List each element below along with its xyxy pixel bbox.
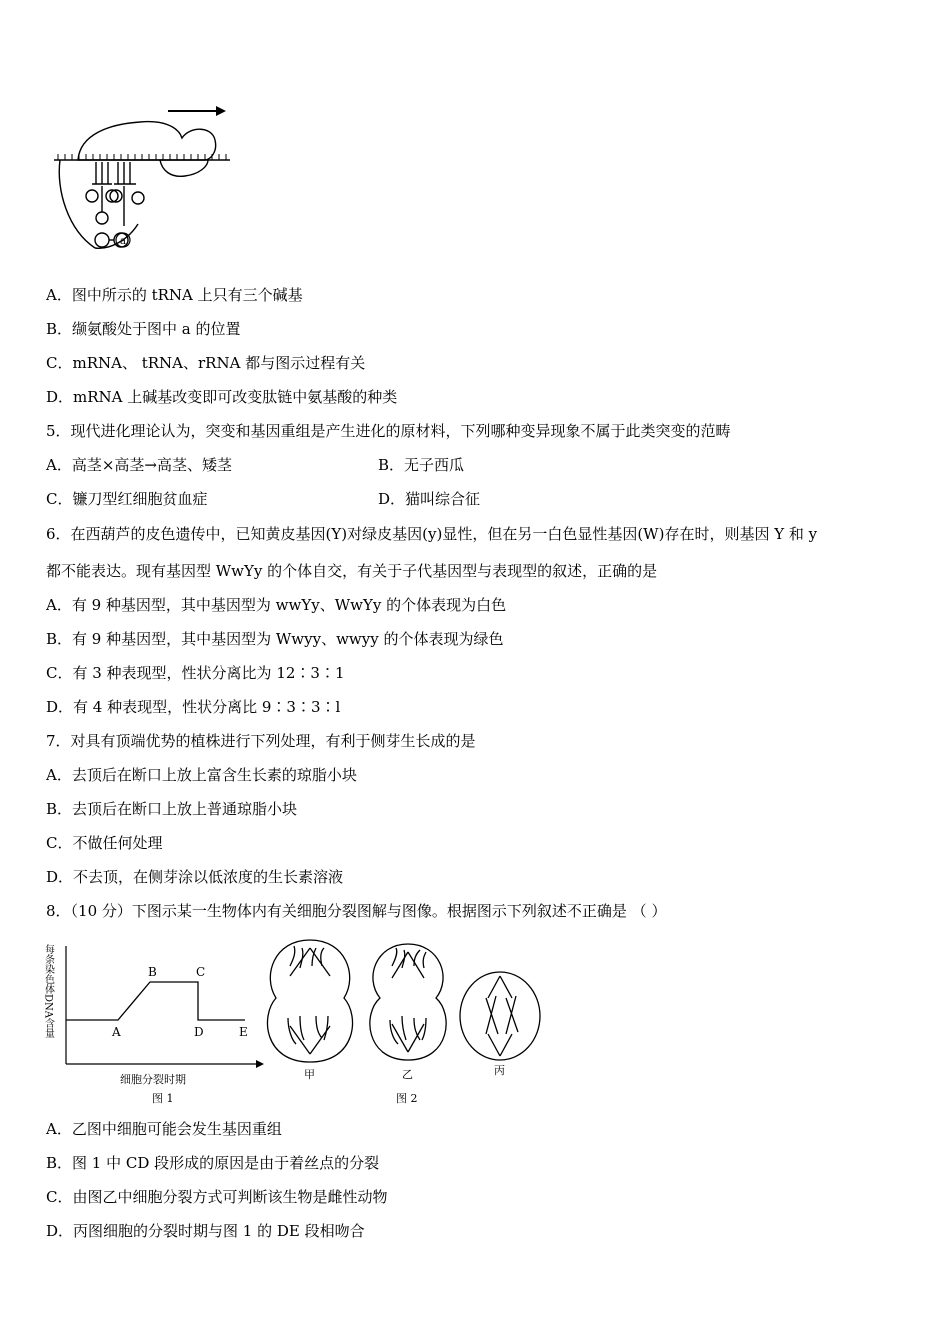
q8-option-a[interactable]: A．乙图中细胞可能会发生基因重组 — [46, 1120, 282, 1138]
point-c: C — [196, 965, 206, 979]
q7-option-d[interactable]: D．不去顶，在侧芽涂以低浓度的生长素溶液 — [46, 868, 344, 886]
q6-stem-line2: 都不能表达。现有基因型 WwYy 的个体自交，有关于子代基因型与表现型的叙述，正确的是 — [46, 562, 658, 580]
q5-option-a[interactable]: A．高茎×高茎→高茎、矮茎 — [46, 456, 232, 474]
ribosome-figure — [50, 100, 240, 265]
cell-label-bing: 丙 — [494, 1064, 505, 1077]
trna-left — [86, 162, 118, 224]
cell-jia — [267, 940, 352, 1062]
figure1-caption: 图 1 — [152, 1092, 174, 1105]
q4-option-b[interactable]: B．缬氨酸处于图中 a 的位置 — [46, 320, 241, 338]
point-d: D — [194, 1025, 204, 1039]
figure2-cells — [260, 936, 550, 1108]
point-e: E — [239, 1025, 248, 1039]
figure1-ylabel: 每条染色体DNA含量 — [42, 944, 54, 1038]
dna-curve — [66, 982, 245, 1020]
cell-label-jia: 甲 — [304, 1068, 315, 1081]
cell-bing — [460, 972, 540, 1060]
q8-option-d[interactable]: D．丙图细胞的分裂时期与图 1 的 DE 段相吻合 — [46, 1222, 365, 1240]
q5-option-c[interactable]: C．镰刀型红细胞贫血症 — [46, 490, 208, 508]
q6-option-d[interactable]: D．有 4 种表现型，性状分离比 9∶3∶3∶l — [46, 698, 341, 716]
q7-option-c[interactable]: C．不做任何处理 — [46, 834, 163, 852]
trna-right — [110, 162, 144, 226]
mrna-strand — [54, 154, 230, 160]
ribosome-small-subunit — [59, 160, 208, 248]
q5-option-b[interactable]: B．无子西瓜 — [378, 456, 465, 474]
q7-option-b[interactable]: B．去顶后在断口上放上普通琼脂小块 — [46, 800, 298, 818]
q4-option-a[interactable]: A．图中所示的 tRNA 上只有三个碱基 — [46, 286, 303, 304]
figure1-xlabel: 细胞分裂时期 — [120, 1073, 186, 1086]
q6-stem-line1: 6．在西葫芦的皮色遗传中，已知黄皮基因(Y)对绿皮基因(y)显性，但在另一白色显性基因(W)存在时，则基因 Y 和 y — [46, 525, 818, 543]
q8-stem: 8．（10 分）下图示某一生物体内有关细胞分裂图解与图像。根据图示下列叙述不正确是 （ ） — [46, 902, 667, 920]
label-a: a — [120, 236, 126, 247]
q8-option-c[interactable]: C．由图乙中细胞分裂方式可判断该生物是雌性动物 — [46, 1188, 388, 1206]
q6-option-a[interactable]: A．有 9 种基因型，其中基因型为 wwYy、WwYy 的个体表现为白色 — [46, 596, 507, 614]
q5-option-d[interactable]: D．猫叫综合征 — [378, 490, 481, 508]
q7-option-a[interactable]: A．去顶后在断口上放上富含生长素的琼脂小块 — [46, 766, 357, 784]
cell-label-yi: 乙 — [402, 1068, 413, 1081]
arrow-right-icon — [168, 106, 226, 116]
q8-option-b[interactable]: B．图 1 中 CD 段形成的原因是由于着丝点的分裂 — [46, 1154, 380, 1172]
ribosome-large-subunit — [78, 122, 216, 160]
q6-option-b[interactable]: B．有 9 种基因型，其中基因型为 Wwyy、wwyy 的个体表现为绿色 — [46, 630, 504, 648]
q4-option-c[interactable]: C．mRNA、 tRNA、rRNA 都与图示过程有关 — [46, 354, 366, 372]
figure2-caption: 图 2 — [396, 1092, 418, 1105]
q7-stem: 7．对具有顶端优势的植株进行下列处理，有利于侧芽生长成的是 — [46, 732, 476, 750]
cell-yi — [370, 944, 446, 1060]
figure1-graph — [40, 936, 265, 1111]
q6-option-c[interactable]: C．有 3 种表现型，性状分离比为 12∶3∶1 — [46, 664, 345, 682]
point-b: B — [148, 965, 157, 979]
q5-stem: 5．现代进化理论认为，突变和基因重组是产生进化的原材料，下列哪种变异现象不属于此类突变的范畴 — [46, 422, 731, 440]
point-a: A — [112, 1025, 121, 1039]
q4-option-d[interactable]: D．mRNA 上碱基改变即可改变肽链中氨基酸的种类 — [46, 388, 398, 406]
